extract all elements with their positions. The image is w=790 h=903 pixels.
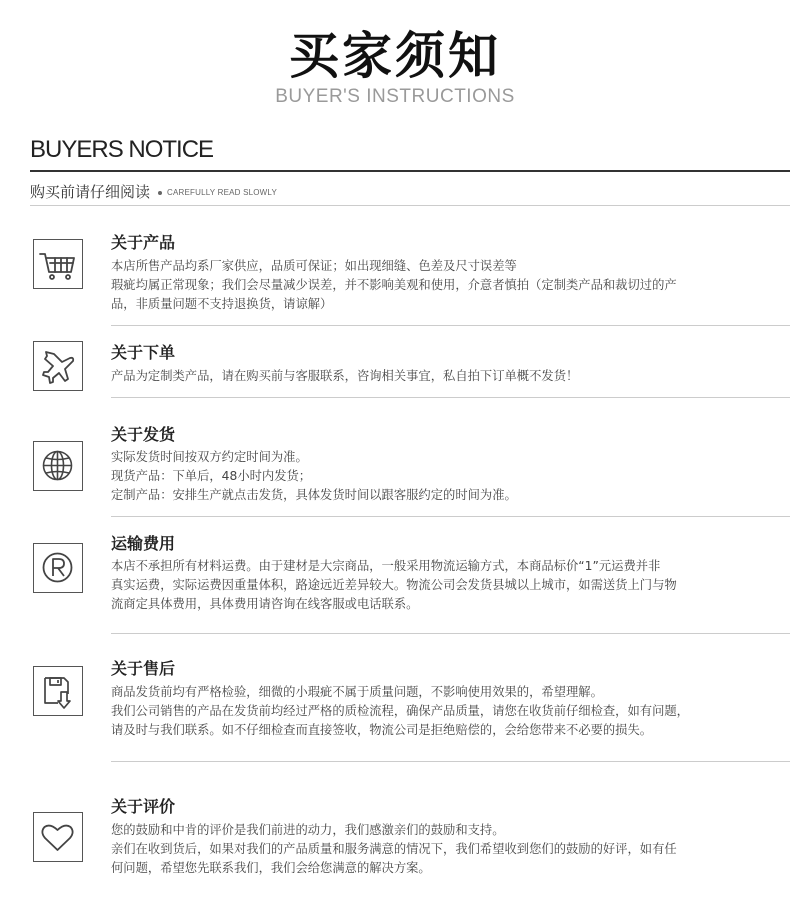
text-line: 我们公司销售的产品在发货前均经过严格的质检流程，确保产品质量，请您在收货前仔细检查，如有问题，	[111, 704, 689, 718]
section-title: 关于售后	[111, 659, 176, 678]
text-line: 商品发货前均有严格检验，细微的小瑕疵不属于质量问题，不影响使用效果的，希望理解。	[111, 685, 603, 699]
text-line: 何问题，希望您先联系我们，我们会给您满意的解决方案。	[111, 861, 431, 875]
section-text	[111, 821, 771, 878]
floppy-download-icon	[33, 666, 83, 716]
bullet-dot-icon	[158, 191, 162, 195]
section-title: 关于发货	[111, 425, 176, 444]
registered-icon	[33, 543, 83, 593]
text-line: 瑕疵均属正常现象；我们会尽量减少误差，并不影响美观和使用，介意者慎拍（定制类产品和裁切过的产	[111, 278, 677, 292]
text-line: 本店不承担所有材料运费。由于建材是大宗商品，一般采用物流运输方式，本商品标价“1”元运费并非	[111, 559, 661, 573]
airplane-icon	[33, 341, 83, 391]
text-line: 您的鼓励和中肯的评价是我们前进的动力，我们感激亲们的鼓励和支持。	[111, 823, 505, 837]
text-line: 定制产品：安排生产就点击发货，具体发货时间以跟客服约定的时间为准。	[111, 488, 517, 502]
text-line: 本店所售产品均系厂家供应，品质可保证；如出现细缝、色差及尺寸误差等	[111, 259, 517, 273]
section-text	[111, 448, 771, 505]
page-subtitle: BUYER'S INSTRUCTIONS	[275, 86, 515, 107]
text-line: 亲们在收到货后，如果对我们的产品质量和服务满意的情况下，我们希望收到您们的鼓励的好评，如有任	[111, 842, 677, 856]
shopping-cart-icon	[33, 239, 83, 289]
globe-icon	[33, 441, 83, 491]
section-divider	[111, 633, 790, 634]
notice-heading: BUYERS NOTICE	[30, 136, 214, 163]
heart-icon	[33, 812, 83, 862]
section-title: 关于评价	[111, 797, 176, 816]
header-bottom-divider	[30, 205, 790, 206]
text-line: 实际发货时间按双方约定时间为准。	[111, 450, 308, 464]
text-line: 现货产品：下单后，48小时内发货；	[111, 469, 312, 483]
section-text	[111, 257, 771, 314]
text-line: 流商定具体费用，具体费用请咨询在线客服或电话联系。	[111, 597, 419, 611]
read-carefully-line	[30, 181, 277, 202]
section-text	[111, 683, 771, 740]
section-title: 关于产品	[111, 233, 176, 252]
section-divider	[111, 761, 790, 762]
text-line: 产品为定制类产品，请在购买前与客服联系，咨询相关事宜，私自拍下订单概不发货！	[111, 369, 579, 383]
section-divider	[111, 516, 790, 517]
section-divider	[111, 397, 790, 398]
section-text	[111, 557, 771, 614]
section-divider	[111, 325, 790, 326]
section-title: 关于下单	[111, 343, 176, 362]
text-line: 真实运费，实际运费因重量体积，路途远近差异较大。物流公司会发货县城以上城市，如需送货上门与物	[111, 578, 677, 592]
section-text	[111, 367, 771, 386]
page-title: 买家须知	[289, 27, 501, 85]
read-carefully-english: CAREFULLY READ SLOWLY	[167, 188, 278, 197]
text-line: 品，非质量问题不支持退换货，请谅解）	[111, 297, 333, 311]
text-line: 请及时与我们联系。如不仔细检查而直接签收，物流公司是拒绝赔偿的，会给您带来不必要的损失。	[111, 723, 653, 737]
section-title: 运输费用	[111, 534, 176, 553]
heading-divider	[30, 170, 790, 172]
read-carefully-text: 购买前请仔细阅读	[30, 183, 151, 201]
